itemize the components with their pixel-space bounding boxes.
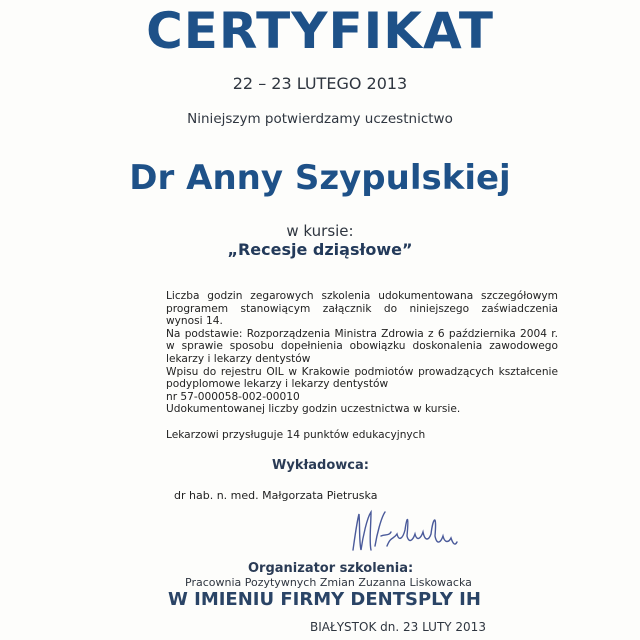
body-line: Wpisu do rejestru OIL w Krakowie podmiotów prowadzących kształcenie — [166, 365, 558, 378]
participant-name: Dr Anny Szypulskiej — [129, 158, 511, 198]
organizer-heading: Organizator szkolenia: — [248, 561, 414, 576]
course-name: „Recesje dziąsłowe” — [227, 240, 413, 259]
body-line: Na podstawie: Rozporządzenia Ministra Zdrowia z 6 października 2004 r. — [166, 327, 558, 340]
body-line: Liczba godzin zegarowych szkolenia udokumentowana szczegółowym — [166, 290, 558, 302]
course-intro: w kursie: — [286, 222, 354, 240]
firm-line: W IMIENIU FIRMY DENTSPLY IH — [168, 589, 481, 610]
certificate-body — [166, 290, 558, 441]
lecturer-heading: Wykładowca: — [272, 458, 369, 473]
lecturer-name: dr hab. n. med. Małgorzata Pietruska — [174, 489, 378, 502]
place-date: BIAŁYSTOK dn. 23 LUTY 2013 — [310, 620, 486, 634]
body-line: programem stanowiącym załącznik do niniejszego zaświadczenia — [166, 302, 558, 315]
body-line: podyplomowe lekarzy i lekarzy dentystów — [166, 378, 389, 391]
body-line: lekarzy i lekarzy dentystów — [166, 352, 311, 365]
organizer-name: Pracownia Pozytywnych Zmian Zuzanna Liskowacka — [185, 576, 472, 589]
date-range: 22 – 23 LUTEGO 2013 — [232, 74, 408, 93]
points-line: Lekarzowi przysługuje 14 punktów edukacyjnych — [166, 428, 426, 441]
confirmation-text: Niniejszym potwierdzamy uczestnictwo — [187, 111, 453, 127]
body-line: nr 57-000058-002-00010 — [166, 390, 300, 403]
certificate-title: CERTYFIKAT — [146, 2, 494, 60]
body-line: wynosi 14. — [166, 315, 223, 328]
body-line: Udokumentowanej liczby godzin uczestnictwa w kursie. — [166, 403, 461, 416]
signature-image — [345, 506, 465, 556]
body-line: w sprawie sposobu dopełnienia obowiązku doskonalenia zawodowego — [166, 340, 558, 353]
